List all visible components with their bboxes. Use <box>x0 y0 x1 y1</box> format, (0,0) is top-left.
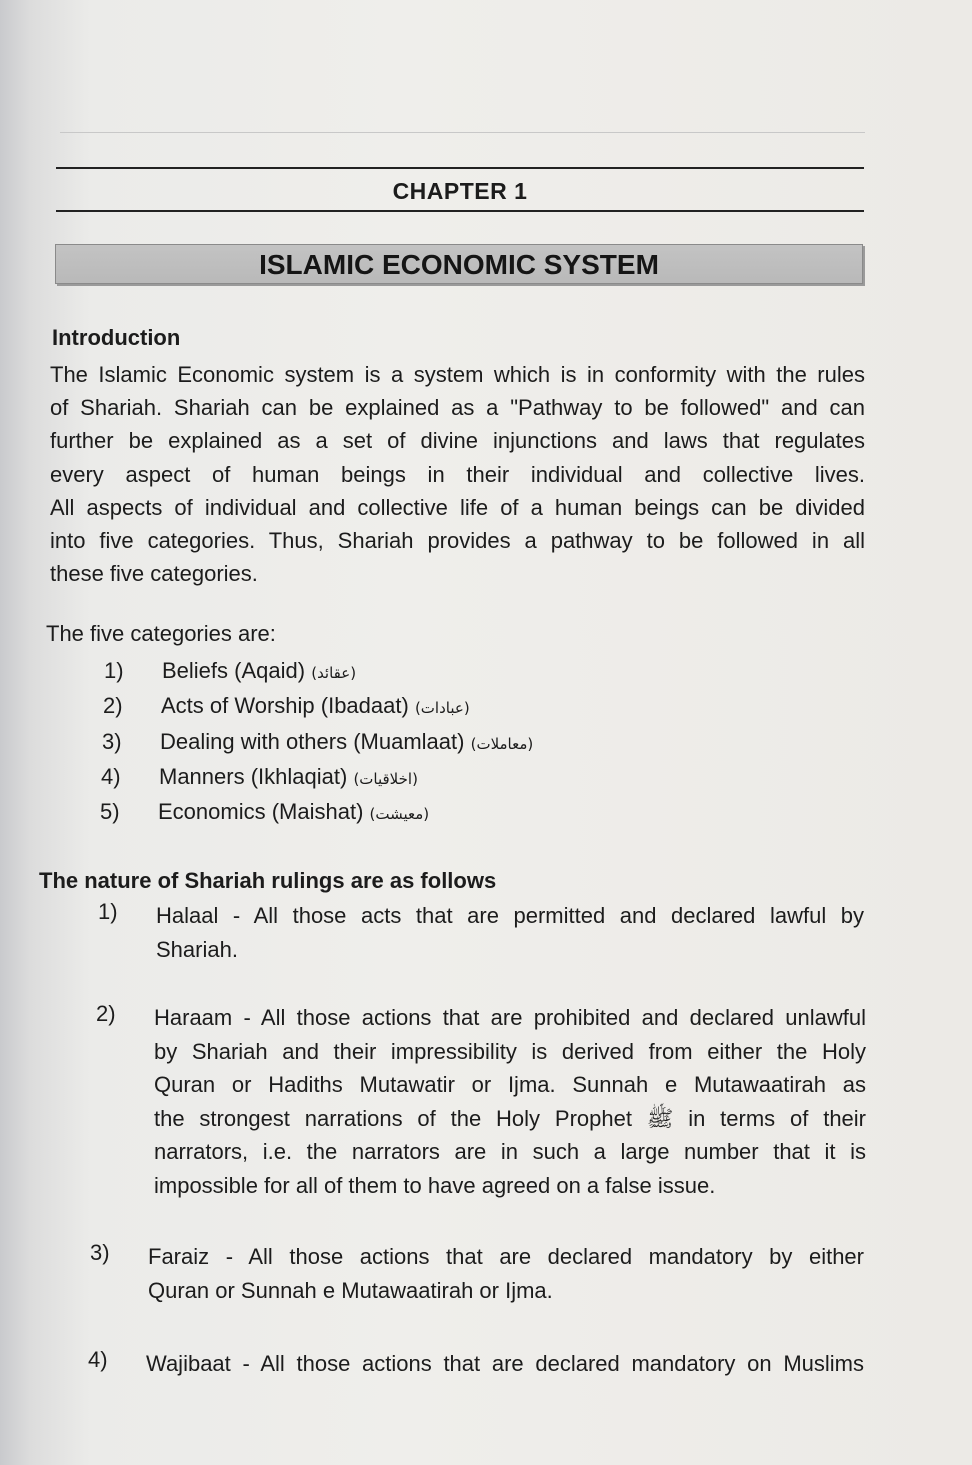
category-number: 3) <box>102 729 122 754</box>
category-item <box>104 658 356 684</box>
ruling-line: Haraam - All those actions that are prohibited and declared unlawful <box>154 1005 866 1030</box>
intro-paragraph <box>50 358 865 590</box>
ruling-text <box>148 1240 864 1307</box>
intro-line: these five categories. <box>50 561 258 587</box>
category-number: 5) <box>100 799 120 824</box>
ruling-line: Quran or Sunnah e Mutawaatirah or Ijma. <box>148 1277 553 1303</box>
ruling-text <box>156 899 864 966</box>
category-text: Beliefs (Aqaid) <box>162 658 306 683</box>
category-arabic: (معاملات) <box>470 735 534 753</box>
intro-line: The Islamic Economic system is a system which is in conformity with the rules <box>50 362 865 387</box>
chapter-title: ISLAMIC ECONOMIC SYSTEM <box>55 244 863 284</box>
ruling-text <box>154 1001 866 1202</box>
intro-heading: Introduction <box>52 325 181 350</box>
chapter-label: CHAPTER 1 <box>392 178 528 204</box>
ruling-number: 1) <box>98 899 118 924</box>
ruling-text <box>146 1347 864 1381</box>
category-text: Manners (Ikhlaqiat) <box>159 764 348 789</box>
intro-line: into five categories. Thus, Shariah provides a pathway to be followed in all <box>50 528 865 554</box>
category-arabic: (اخلاقیات) <box>353 770 418 788</box>
categories-title: The five categories are: <box>46 621 276 646</box>
intro-line: every aspect of human beings in their individual and collective lives. <box>50 461 865 487</box>
ruling-line: by Shariah and their impressibility is derived from either the Holy <box>154 1038 866 1064</box>
category-text: Acts of Worship (Ibadaat) <box>161 693 409 718</box>
ruling-number: 2) <box>96 1001 116 1026</box>
category-text: Economics (Maishat) <box>158 799 364 824</box>
ruling-line: Wajibaat - All those actions that are declared mandatory on Muslims <box>146 1351 864 1376</box>
category-number: 4) <box>101 764 121 789</box>
category-item <box>101 764 418 790</box>
rulings-heading: The nature of Shariah rulings are as follows <box>39 868 497 893</box>
category-item <box>102 729 533 755</box>
ruling-number: 4) <box>88 1347 108 1372</box>
ruling-line: Quran or Hadiths Mutawatir or Ijma. Sunnah e Mutawaatirah as <box>154 1072 866 1097</box>
ruling-line: impossible for all of them to have agreed on a false issue. <box>154 1172 716 1198</box>
ruling-line: Halaal - All those acts that are permitted and declared lawful by <box>156 903 864 928</box>
ruling-line: Shariah. <box>156 936 238 962</box>
category-item <box>100 799 429 825</box>
bleed-through-rule <box>60 132 865 133</box>
ruling-line: narrators, i.e. the narrators are in such a large number that it is <box>154 1139 866 1164</box>
ruling-number: 3) <box>90 1240 110 1265</box>
intro-line: of Shariah. Shariah can be explained as a "Pathway to be followed" and can <box>50 395 865 421</box>
ruling-line: Faraiz - All those actions that are declared mandatory by either <box>148 1244 864 1269</box>
category-number: 1) <box>104 658 124 683</box>
category-arabic: (معیشت) <box>369 805 430 823</box>
category-arabic: (عقائد) <box>311 664 357 682</box>
intro-line: further be explained as a set of divine injunctions and laws that regulates <box>50 428 865 454</box>
category-arabic: (عبادات) <box>414 699 470 717</box>
category-item <box>103 693 470 719</box>
chapter-bottom-rule <box>56 210 864 212</box>
top-rule <box>56 167 864 169</box>
ruling-line: the strongest narrations of the Holy Prophet ﷺ in terms of their <box>154 1105 867 1131</box>
intro-line: All aspects of individual and collective life of a human beings can be divided <box>50 494 865 520</box>
category-number: 2) <box>103 693 123 718</box>
category-text: Dealing with others (Muamlaat) <box>160 729 465 754</box>
